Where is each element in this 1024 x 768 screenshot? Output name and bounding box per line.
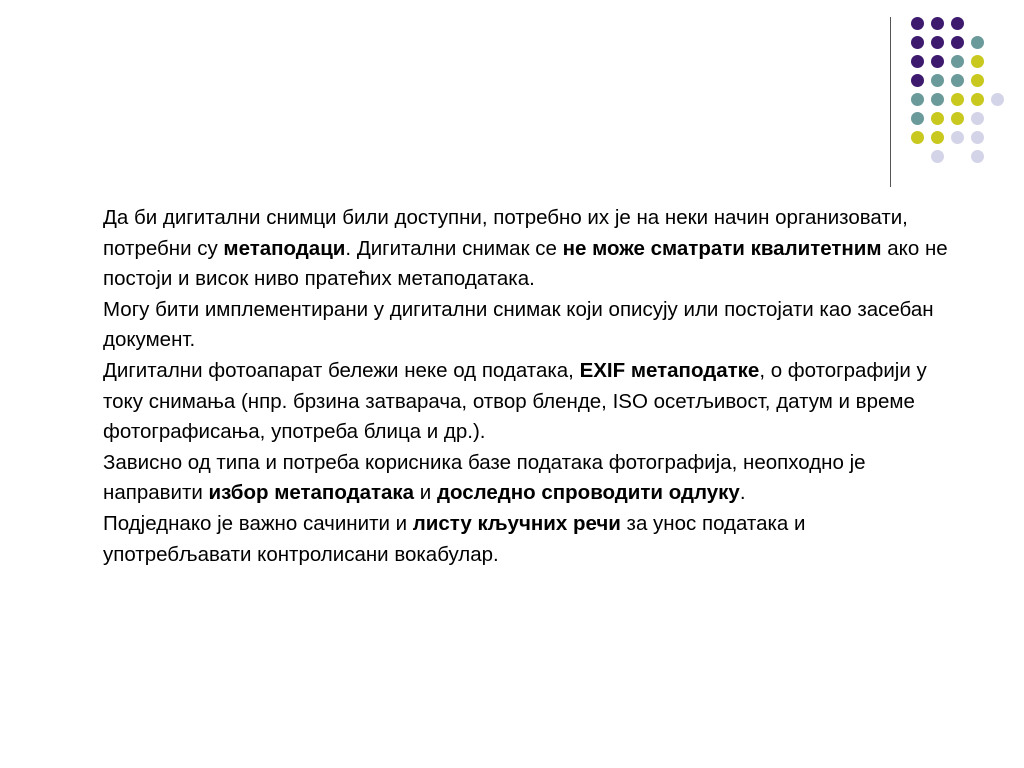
decorative-dot-teal <box>911 93 924 106</box>
emphasized-text: листу кључних речи <box>412 511 621 535</box>
decorative-dot-lavender <box>951 131 964 144</box>
decorative-dot-purple <box>911 36 924 49</box>
decorative-dot-purple <box>911 55 924 68</box>
decorative-dot-teal <box>931 74 944 87</box>
emphasized-text: избор метаподатака <box>208 481 415 505</box>
text-run: Дигитални фотоапарат бележи неке од података, <box>103 358 580 382</box>
text-run: Могу бити имплементирани у дигитални снимак који описују или постојати као засебан документ. <box>103 297 934 352</box>
decorative-dot-teal <box>951 74 964 87</box>
decorative-dot-teal <box>931 93 944 106</box>
decorative-dot-lavender <box>971 112 984 125</box>
decorative-dot-yellow <box>971 93 984 106</box>
decorative-dot-yellow <box>931 131 944 144</box>
body-paragraph <box>103 203 953 295</box>
body-paragraph <box>103 295 953 356</box>
vertical-divider-line <box>890 17 891 187</box>
body-paragraph <box>103 448 953 509</box>
decorative-dot-purple <box>931 17 944 30</box>
decorative-dot-yellow <box>951 112 964 125</box>
decorative-dot-lavender <box>971 131 984 144</box>
text-run: Да би дигитални снимци били доступни, потребно их је на неки начин организовати, потребни су <box>103 206 908 260</box>
decorative-dot-lavender <box>991 93 1004 106</box>
decorative-dot-grid <box>0 0 1024 200</box>
text-run: за унос података и употребљавати контролисани вокабулар. <box>103 511 806 566</box>
text-run: ако не постоји и висок ниво пратећих метаподатака. <box>103 236 948 291</box>
emphasized-text: доследно спроводити одлуку <box>436 481 740 505</box>
emphasized-text: метаподаци <box>223 236 346 260</box>
decorative-dot-yellow <box>971 74 984 87</box>
decorative-dot-yellow <box>911 131 924 144</box>
decorative-dot-purple <box>911 74 924 87</box>
decorative-dot-purple <box>951 17 964 30</box>
decorative-dot-teal <box>951 55 964 68</box>
decorative-dot-teal <box>971 36 984 49</box>
text-run: . <box>739 481 746 505</box>
decorative-dot-purple <box>951 36 964 49</box>
decorative-dot-yellow <box>951 93 964 106</box>
decorative-dot-yellow <box>971 55 984 68</box>
decorative-dot-teal <box>911 112 924 125</box>
slide-body-text <box>103 203 953 570</box>
text-run: Подједнако је важно сачинити и <box>103 511 413 535</box>
decorative-dot-purple <box>911 17 924 30</box>
text-run: Зависно од типа и потреба корисника базе података фотографија, неопходно је направити <box>103 450 866 505</box>
body-paragraph <box>103 356 953 448</box>
text-run: , о фотографији у току снимања (нпр. брзина затварача, отвор бленде, ISO осетљивост, датум и време фотографисања, употреба блица и др.). <box>103 358 927 444</box>
emphasized-text: не може сматрати квалитетним <box>562 236 882 260</box>
decorative-dot-purple <box>931 36 944 49</box>
emphasized-text: EXIF метаподатке <box>579 358 760 382</box>
decorative-dot-lavender <box>931 150 944 163</box>
text-run: и <box>414 481 437 505</box>
decorative-dot-purple <box>931 55 944 68</box>
decorative-dot-lavender <box>971 150 984 163</box>
body-paragraph <box>103 509 953 570</box>
text-run: . Дигитални снимак се <box>345 236 563 260</box>
decorative-dot-yellow <box>931 112 944 125</box>
